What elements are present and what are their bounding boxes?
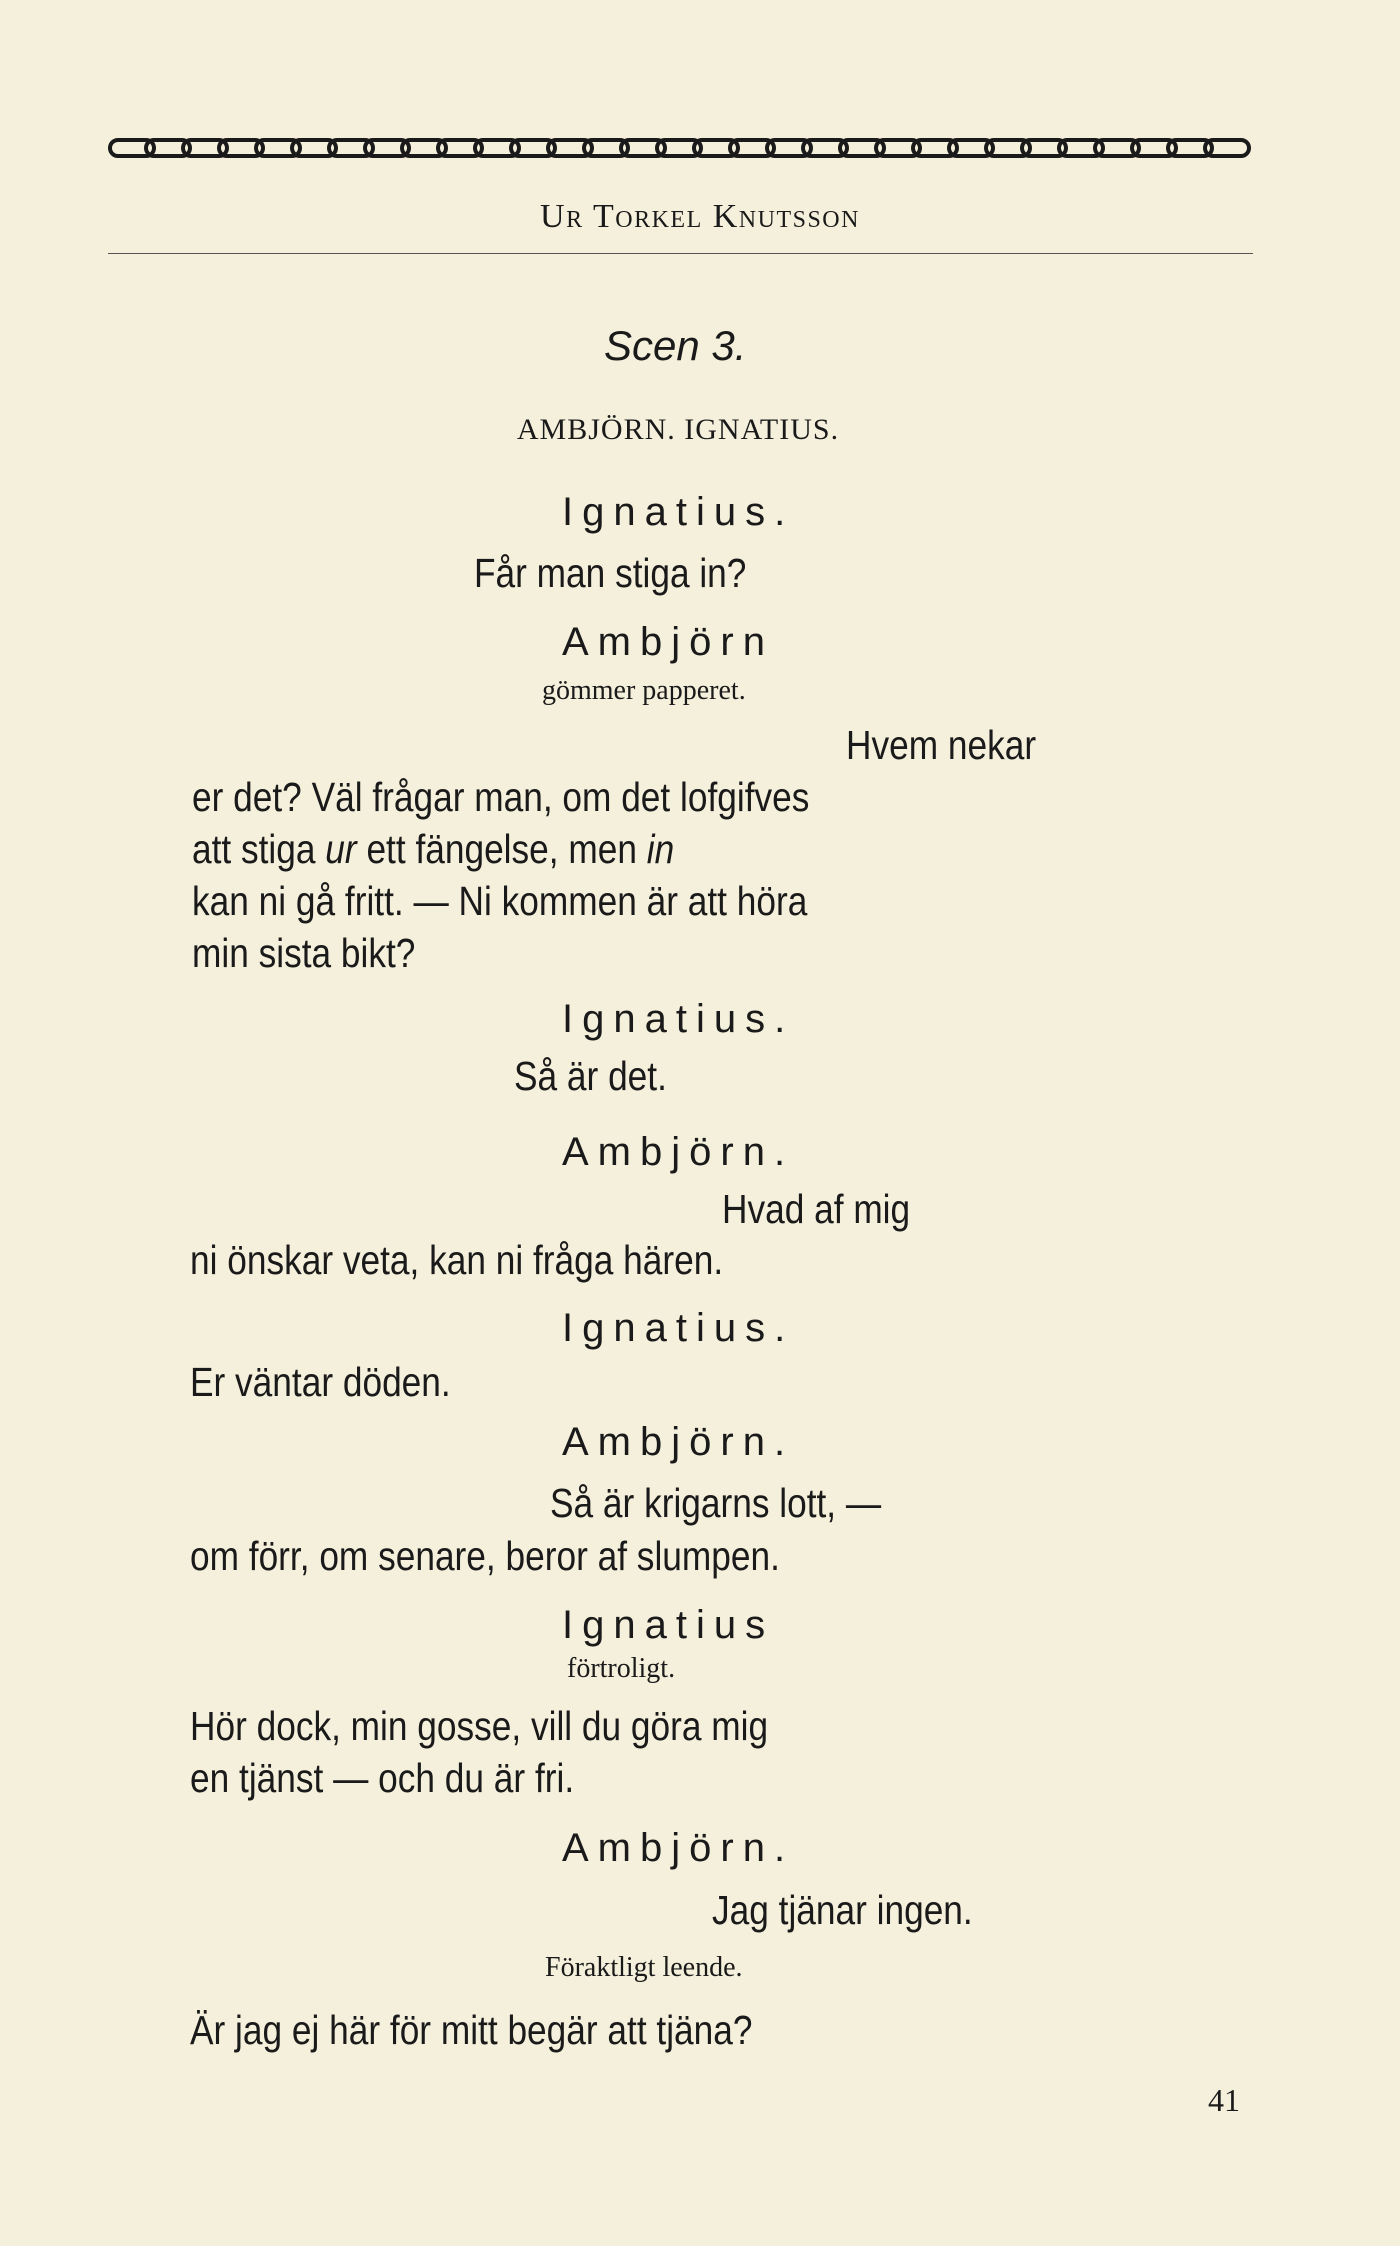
speaker-name: Ignatius. bbox=[562, 490, 795, 534]
stage-direction: Föraktligt leende. bbox=[545, 1952, 743, 1983]
speaker-name: Ambjörn. bbox=[562, 1130, 795, 1174]
scene-persons: AMBJÖRN. IGNATIUS. bbox=[516, 413, 840, 446]
speaker-name: Ambjörn bbox=[562, 620, 774, 664]
scene-heading: Scen 3. bbox=[604, 322, 747, 369]
stage-direction: förtroligt. bbox=[567, 1653, 676, 1684]
dialogue-line: Hvem nekar bbox=[846, 722, 1037, 768]
speaker-name: Ignatius. bbox=[562, 997, 795, 1041]
dialogue-line: Är jag ej här för mitt begär att tjäna? bbox=[190, 2007, 753, 2053]
dialogue-line: Hvad af mig bbox=[722, 1186, 911, 1232]
emphasis-text: ur bbox=[325, 826, 357, 872]
speaker-name: Ambjörn. bbox=[562, 1420, 795, 1464]
dialogue-line: en tjänst — och du är fri. bbox=[190, 1755, 575, 1801]
dialogue-line: Hör dock, min gosse, vill du göra mig bbox=[190, 1703, 769, 1749]
dialogue-line bbox=[192, 826, 674, 873]
running-head: Ur Torkel Knutsson bbox=[540, 198, 860, 235]
dialogue-line: kan ni gå fritt. — Ni kommen är att höra bbox=[192, 878, 808, 924]
speaker-name: Ignatius. bbox=[562, 1306, 795, 1350]
dialogue-line: Så är krigarns lott, — bbox=[550, 1480, 882, 1526]
text-run: ett fängelse, men bbox=[356, 826, 647, 872]
dialogue-line: Er väntar döden. bbox=[190, 1359, 451, 1405]
stage-direction: gömmer papperet. bbox=[542, 675, 746, 706]
dialogue-line: er det? Väl frågar man, om det lofgifves bbox=[192, 774, 810, 820]
dialogue-line: Jag tjänar ingen. bbox=[712, 1887, 973, 1933]
dialogue-line: om förr, om senare, beror af slumpen. bbox=[190, 1533, 780, 1579]
dialogue-line: Så är det. bbox=[514, 1053, 667, 1099]
speaker-name: Ambjörn. bbox=[562, 1826, 795, 1870]
dialogue-line: min sista bikt? bbox=[192, 930, 416, 976]
chain-ornament-icon bbox=[108, 136, 1253, 160]
speaker-name: Ignatius bbox=[562, 1603, 775, 1647]
page-number: 41 bbox=[1208, 2082, 1240, 2118]
dialogue-line: ni önskar veta, kan ni fråga hären. bbox=[190, 1237, 724, 1283]
dialogue-line: Får man stiga in? bbox=[474, 550, 747, 596]
header-rule bbox=[108, 253, 1253, 254]
text-run: att stiga bbox=[192, 826, 326, 872]
emphasis-text: in bbox=[646, 826, 675, 872]
